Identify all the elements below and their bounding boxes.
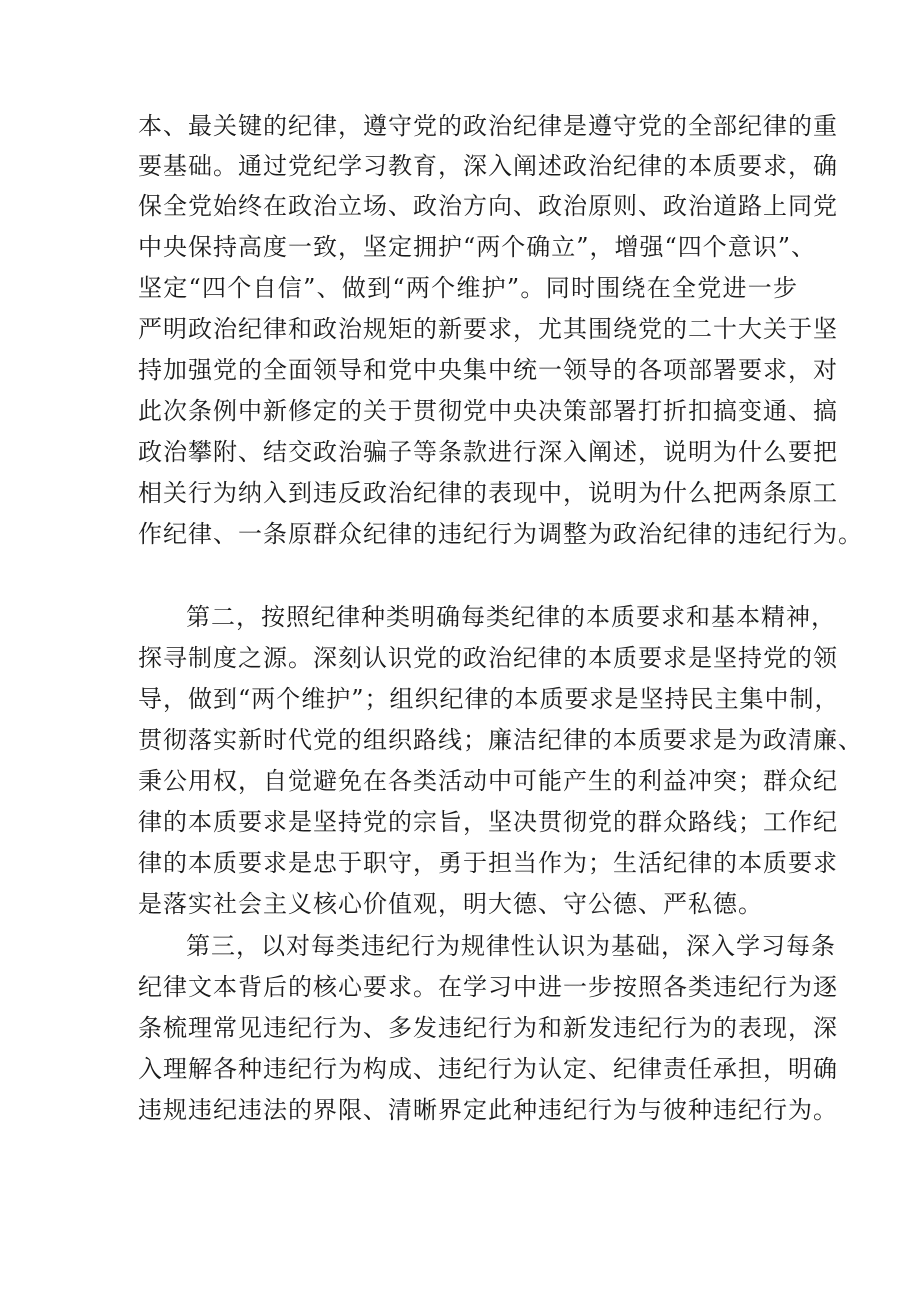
paragraph-2-first-line: 第二，按照纪律种类明确每类纪律的本质要求和基本精神， <box>186 603 836 631</box>
text-line: 条梳理常见违纪行为、多发违纪行为和新发违纪行为的表现，深 <box>138 1014 838 1042</box>
text-line: 严明政治纪律和政治规矩的新要求，尤其围绕党的二十大关于坚 <box>138 315 838 343</box>
text-line: 贯彻落实新时代党的组织路线；廉洁纪律的本质要求是为政清廉、 <box>138 726 863 754</box>
text-line: 相关行为纳入到违反政治纪律的表现中，说明为什么把两条原工 <box>138 479 838 507</box>
text-line: 律的本质要求是坚持党的宗旨，坚决贯彻党的群众路线；工作纪 <box>138 808 838 836</box>
text-line: 探寻制度之源。深刻认识党的政治纪律的本质要求是坚持党的领 <box>138 644 838 672</box>
text-line: 中央保持高度一致，坚定拥护“两个确立”，增强“四个意识”、 <box>138 233 817 261</box>
text-line: 保全党始终在政治立场、政治方向、政治原则、政治道路上同党 <box>138 192 838 220</box>
text-line: 纪律文本背后的核心要求。在学习中进一步按照各类违纪行为逐 <box>138 973 838 1001</box>
text-line: 秉公用权，自觉避免在各类活动中可能产生的利益冲突；群众纪 <box>138 767 838 795</box>
text-line: 律的本质要求是忠于职守，勇于担当作为；生活纪律的本质要求 <box>138 849 838 877</box>
text-line: 坚定“四个自信”、做到“两个维护”。同时围绕在全党进一步 <box>138 274 798 302</box>
text-line: 违规违纪违法的界限、清晰界定此种违纪行为与彼种违纪行为。 <box>138 1096 838 1124</box>
paragraph-3-first-line: 第三，以对每类违纪行为规律性认识为基础，深入学习每条 <box>186 932 836 960</box>
text-line: 要基础。通过党纪学习教育，深入阐述政治纪律的本质要求，确 <box>138 152 838 180</box>
text-line: 政治攀附、结交政治骗子等条款进行深入阐述，说明为什么要把 <box>138 438 838 466</box>
text-line: 导，做到“两个维护”；组织纪律的本质要求是坚持民主集中制， <box>138 685 840 713</box>
text-line: 本、最关键的纪律，遵守党的政治纪律是遵守党的全部纪律的重 <box>138 112 838 140</box>
text-line: 作纪律、一条原群众纪律的违纪行为调整为政治纪律的违纪行为。 <box>138 520 863 548</box>
text-line: 持加强党的全面领导和党中央集中统一领导的各项部署要求，对 <box>138 356 838 384</box>
text-line: 是落实社会主义核心价值观，明大德、守公德、严私德。 <box>138 890 763 918</box>
text-line: 入理解各种违纪行为构成、违纪行为认定、纪律责任承担，明确 <box>138 1055 838 1083</box>
text-line: 此次条例中新修定的关于贯彻党中央决策部署打折扣搞变通、搞 <box>138 397 838 425</box>
